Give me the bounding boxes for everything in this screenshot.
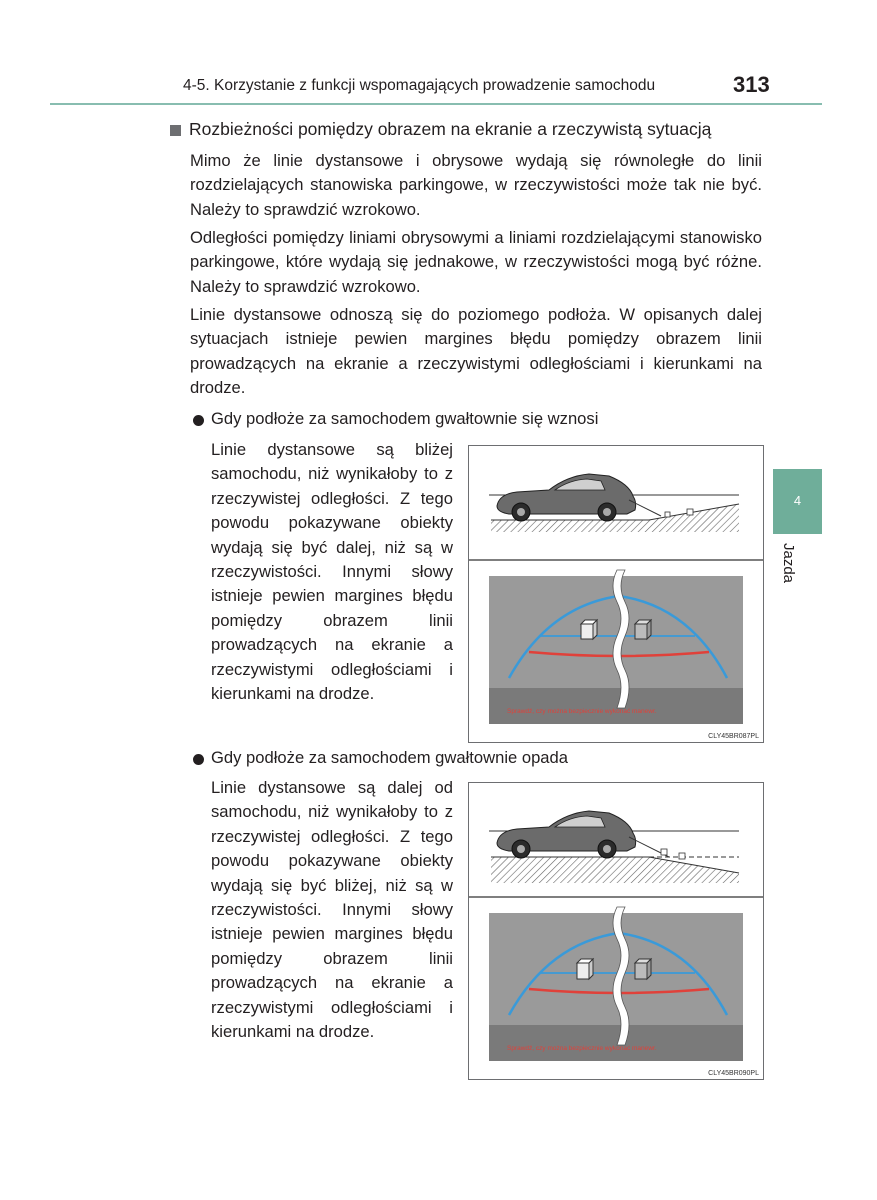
case-heading: Gdy podłoże za samochodem gwałtownie się wznosi — [211, 409, 599, 428]
case-description: Linie dystansowe są bliżej samochodu, niż wynikałoby to z rzeczywistej odległości. Z tego powodu pokazywane obiekty wydają się być dalej, niż są w rzeczywistości. Innymi słowy istnieje pewien margines błędu pomiędzy obrazem linii prowadzących na ekranie a rzeczywistymi odległościami i kierunkami na drodze. — [211, 440, 453, 704]
square-bullet-icon — [170, 125, 181, 136]
paragraph: Linie dystansowe odnoszą się do poziomego podłoża. W opisanych dalej sytuacjach istnieje pewien margines błędu pomiędzy obrazem linii prowadzących na ekranie a rzeczywistymi odległościami i kierunkami na drodze. — [190, 305, 762, 398]
figure-warning-text: Sprawdź, czy można bezpiecznie wykonać manewr. — [507, 1045, 657, 1052]
case-description: Linie dystansowe są dalej od samochodu, niż wynikałoby to z rzeczywistej odległości. Z tego powodu pokazywane obiekty wydają się być bliżej, niż są w rzeczywistości. Innymi słowy istnieje pewien margines błędu pomiędzy obrazem linii prowadzących na ekranie a rzeczywistymi odległościami i kierunkami na drodze. — [211, 778, 453, 1042]
obstacle-box-icon — [577, 959, 593, 979]
obstacle-box-icon — [635, 620, 651, 639]
car-side-icon — [497, 811, 636, 858]
figure-warning-text: Sprawdź, czy można bezpiecznie wykonać manewr. — [507, 708, 657, 715]
section-heading: Rozbieżności pomiędzy obrazem na ekranie a rzeczywistą sytuacją — [189, 119, 712, 139]
chapter-tab-label: Jazda — [780, 543, 797, 584]
chapter-tab-number: 4 — [793, 493, 802, 508]
figure-rising-ground — [468, 445, 764, 743]
page-number: 313 — [733, 72, 770, 97]
figure-code: CLY45BR090PL — [708, 1070, 759, 1077]
paragraph: Mimo że linie dystansowe i obrysowe wydają się równoległe do linii rozdzielających stanowiska parkingowe, w rzeczywistości może tak nie być. Należy to sprawdzić wzrokowo. — [190, 151, 762, 219]
case-heading: Gdy podłoże za samochodem gwałtownie opada — [211, 748, 568, 767]
header-divider — [50, 103, 822, 105]
round-bullet-icon — [193, 754, 204, 765]
car-side-icon — [497, 474, 636, 521]
paragraph: Odległości pomiędzy liniami obrysowymi a liniami rozdzielającymi stanowisko parkingowe, które wydają się jednakowe, w rzeczywistości mogą być różne. Należy to sprawdzić wzrokowo. — [190, 228, 762, 296]
obstacle-box-icon — [581, 620, 597, 639]
obstacle-box-icon — [635, 959, 651, 979]
round-bullet-icon — [193, 415, 204, 426]
figure-code: CLY45BR087PL — [708, 733, 759, 740]
running-header: 4-5. Korzystanie z funkcji wspomagających prowadzenie samochodu — [183, 77, 656, 94]
figure-falling-ground — [468, 782, 764, 1080]
